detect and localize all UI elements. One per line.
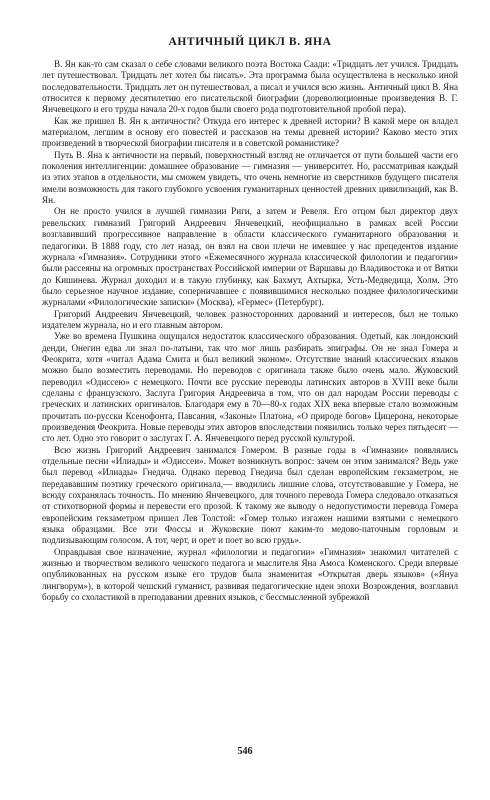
paragraph-8: Оправдывая свое назначение, журнал «филологии и педагогии» «Гимназия» знакомил читателей с жизнью и творчеством великого чешского педагога и мыслителя Яна Амоса Коменского. Среди впервые опубликованных на русском языке его трудов была знаменитая «Открытая дверь языков» («Януа лингворум»), в которой чешский гуманист, развивая педагогические идеи эпохи Возрождения, возглавил борьбу со схоластикой в преподавании древних языков, с бессмысленной зубрежкой: [42, 546, 458, 603]
paragraph-4: Он не просто учился в лучшей гимназии Риги, а затем и Ревеля. Его отцом был директор двух ревельских гимназий Григорий Андреевич Янчевецкий, неофициально в рамках всей России возглавивший прогрессивное направление в области классического гуманитарного образования и педагогики. В 1888 году, сто лет назад, он взял на свои плечи не имевшее у нас прецедентов издание журнала «Гимназия». Сотрудники этого «Ежемесячного журнала классической филологии и педагогии» были рассеяны на огромных пространствах Российской империи от Варшавы до Владивостока и от Вятки до Кишинева. Журнал доходил и в такую глубинку, как Бахмут, Ахтырка, Усть-Медведица, Холм. Это было серьезное научное издание, соперничавшее с появившимися несколько позднее филологическими журналами «Филологические записки» (Москва), «Гермес» (Петербург).: [42, 206, 458, 308]
paragraph-7: Всю жизнь Григорий Андреевич занимался Гомером. В разные годы в «Гимназии» появлялись отдельные песни «Илиады» и «Одиссеи». Может возникнуть вопрос: зачем он этим занимался? Ведь уже был перевод «Илиады» Гнедича. Однако перевод Гнедича был сделан европейским гекзаметром, не передававшим поэтику греческого оригинала,— вводились лишние слова, отсутствовавшие у Гомера, не всюду сохранялась точность. По мнению Янчевецкого, для точного перевода Гомера следовало отказаться от стихотворной формы и перевести его прозой. К такому же выводу о недопустимости перевода Гомера европейским гекзаметром пришел Лев Толстой: «Гомер только изгажен нашими взятыми с немецкого языка образцами. Все эти Фоссы и Жуковские поют каким-то медово-паточным горловым и подлизывающим голосом. А тот, черт, и орет и поет во всю грудь».: [42, 444, 458, 546]
paragraph-2: Как же пришел В. Ян к античности? Откуда его интерес к древней истории? В какой мере он владел материалом, легшим в основу его повестей и рассказов на темы древней истории? Каково место этих произведений в творческой биографии писателя и в советской романистике?: [42, 115, 458, 149]
paragraph-5: Григорий Андреевич Янчевецкий, человек разносторонних дарований и интересов, был не только издателем журнала, но и его главным автором.: [42, 308, 458, 330]
page-number: 546: [237, 746, 253, 757]
chapter-title: АНТИЧНЫЙ ЦИКЛ В. ЯНА: [168, 36, 332, 48]
paragraph-3: Путь В. Яна к античности на первый, поверхностный взгляд не отличается от пути большей части его поколения интеллигенции: домашнее образование — гимназия — университет. Но, рассматривая каждый из этих этапов в отдельности, мы сможем увидеть, что очень немногие из сверстников будущего писателя имели возможность для такого глубокого усвоения гуманитарных ценностей древних цивилизаций, как В. Ян.: [42, 149, 458, 206]
page-body: [42, 36, 458, 604]
paragraph-6: Уже во времена Пушкина ощущался недостаток классического образования. Одетый, как лондонский денди, Онегин едва ли знал по-латыни, так что мог лишь разбирать эпиграфы. Он не знал Гомера и Феокрита, хотя «читал Адама Смита и был великий эконом». Отсутствие знаний классических языков можно было возместить переводами. Но переводов с оригинала также было очень мало. Жуковский переводил «Одиссею» с немецкого. Почти все русские переводы латинских авторов в XVIII веке были сделаны с французского. Заслуга Григория Андреевича в том, что он дал народам России переводы с греческих и латинских оригиналов. Благодаря ему в 70—80-х годах XIX века впервые стало возможным прочитать по-русски Ксенофонта, Павсания, «Законы» Платона, «О природе богов» Цицерона, некоторые произведения Феокрита. Новые переводы этих авторов впоследствии появились только через пятьдесят — сто лет. Одно это говорит о заслугах Г. А. Янчевецкого перед русской культурой.: [42, 331, 458, 444]
paragraph-1: В. Ян как-то сам сказал о себе словами великого поэта Востока Саади: «Тридцать лет учился. Тридцать лет путешествовал. Тридцать лет хотел бы писать». Эта программа была осуществлена в несколько иной последовательности. Тридцать лет он путешествовал, а писал и учился всю жизнь. Античный цикл В. Яна относится к первому десятилетию его писательской биографии (дореволюционные произведения В. Г. Янчевецкого и его труды начала 20-х годов были своего рода подготовительной пробой пера).: [42, 59, 458, 115]
